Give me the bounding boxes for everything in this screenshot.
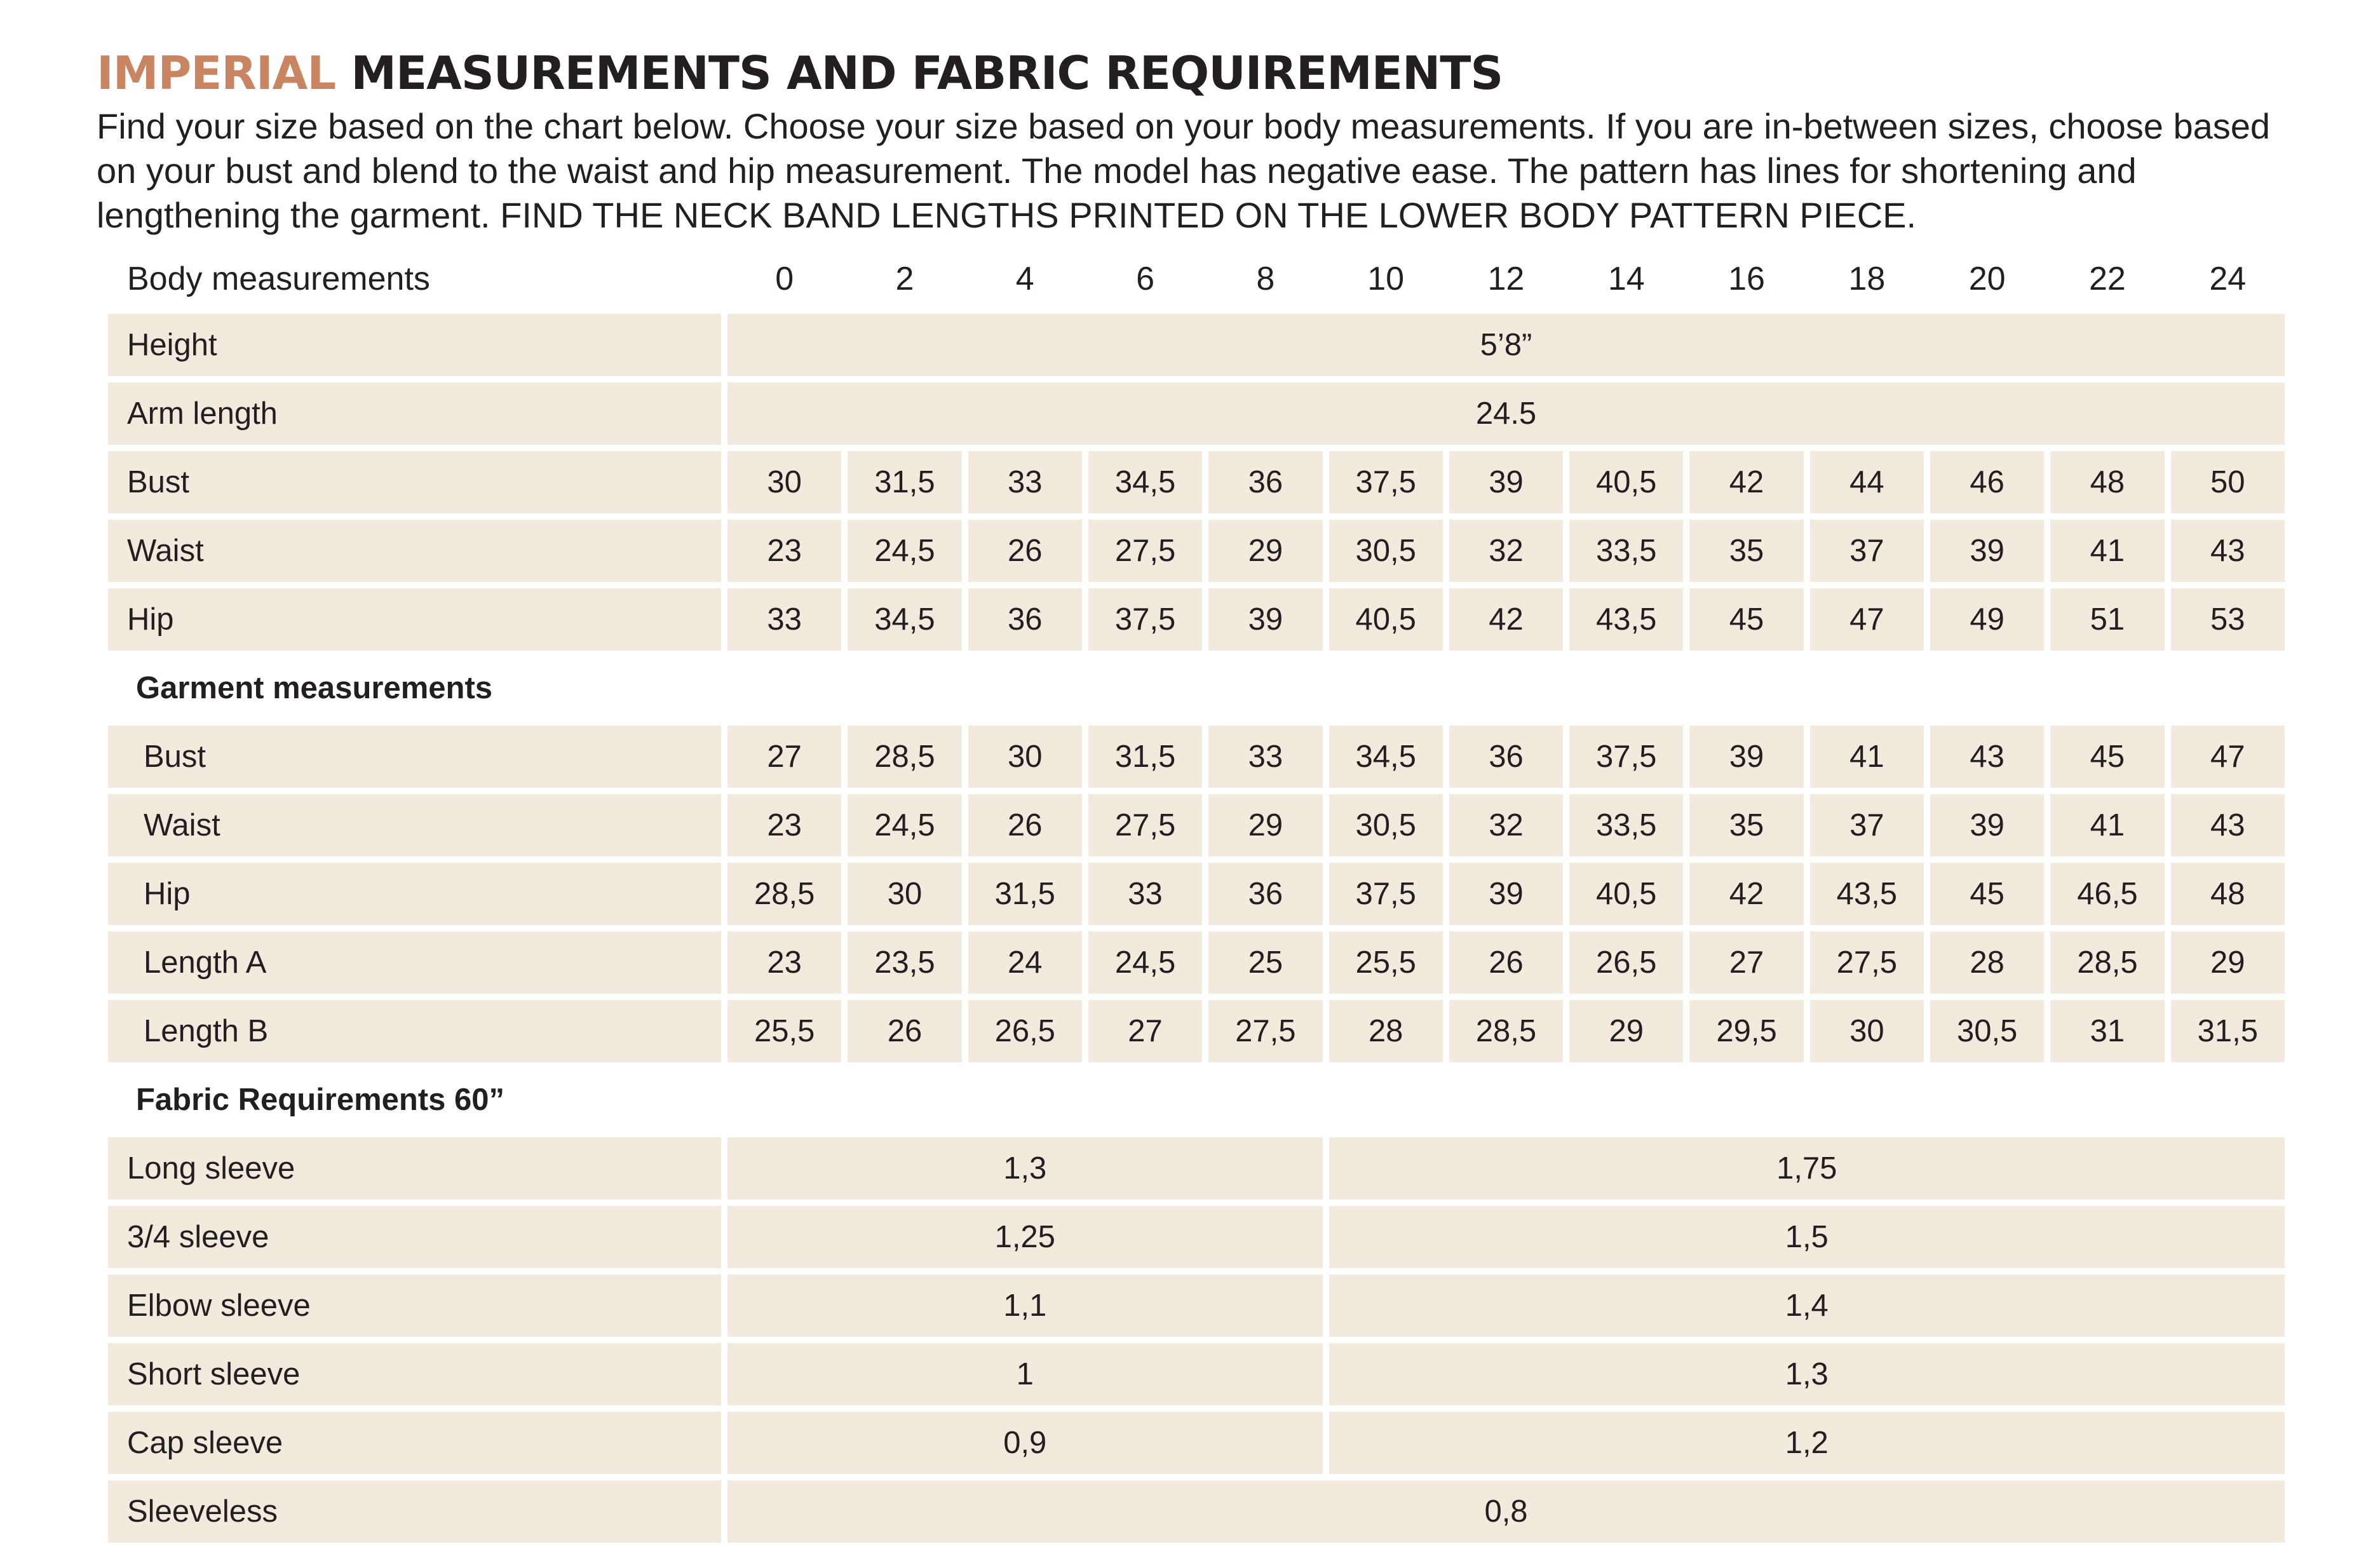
table-cell: 28,5	[1449, 1000, 1563, 1062]
table-cell: 24,5	[848, 794, 961, 856]
table-cell: 50	[2171, 451, 2285, 513]
table-cell: 47	[1810, 588, 1924, 651]
table-cell: 44	[1810, 451, 1924, 513]
table-cell: 48	[2050, 451, 2164, 513]
row-label: Height	[108, 314, 721, 376]
row-label: 3/4 sleeve	[108, 1206, 721, 1268]
intro-paragraph: Find your size based on the chart below. Choose your size based on your body measurements. If you are in-between sizes, choose based on your bust and blend to the waist and hip measurement. The model has negative ease. The pattern has lines for shortening and lengthening the garment. FIND THE NECK BAND LENGTHS PRINTED ON THE LOWER BODY PATTERN PIECE.	[97, 106, 2271, 235]
size-header: 4	[1015, 260, 1034, 297]
table-cell: 43	[1930, 726, 2044, 788]
table-cell: 37,5	[1329, 863, 1443, 925]
table-cell: 32	[1449, 794, 1563, 856]
fabric-small-sizes: 1,1	[727, 1275, 1322, 1337]
fabric-large-sizes: 1,3	[1329, 1343, 2285, 1405]
table-cell: 30,5	[1329, 520, 1443, 582]
table-row	[108, 1000, 2285, 1062]
table-row	[108, 1412, 2285, 1474]
size-header: 2	[895, 260, 914, 297]
table-cell: 25	[1208, 931, 1322, 994]
table-cell: 30	[727, 451, 841, 513]
table-cell: 28,5	[2050, 931, 2164, 994]
table-cell: 37,5	[1569, 726, 1683, 788]
table-row	[108, 863, 2285, 925]
row-label: Long sleeve	[108, 1137, 721, 1200]
table-cell: 23	[727, 520, 841, 582]
table-cell: 43,5	[1810, 863, 1924, 925]
table-cell: 28,5	[727, 863, 841, 925]
table-cell: 33	[1208, 726, 1322, 788]
table-cell: 47	[2171, 726, 2285, 788]
table-cell: 29	[1569, 1000, 1683, 1062]
table-row	[108, 314, 2285, 376]
table-cell: 39	[1689, 726, 1803, 788]
title-accent: IMPERIAL	[97, 46, 336, 100]
table-cell: 30	[848, 863, 961, 925]
table-cell: 37	[1810, 520, 1924, 582]
row-label: Length A	[108, 931, 721, 994]
size-header: 12	[1487, 260, 1525, 297]
fabric-small-sizes: 1,3	[727, 1137, 1322, 1200]
table-cell: 35	[1689, 520, 1803, 582]
page	[97, 42, 2292, 238]
table-cell: 27,5	[1208, 1000, 1322, 1062]
size-chart-table	[102, 244, 2291, 1549]
table-cell: 33	[727, 588, 841, 651]
table-cell: 37,5	[1329, 451, 1443, 513]
sleeveless-value: 0,8	[727, 1480, 2285, 1543]
table-cell: 27,5	[1088, 794, 1202, 856]
table-row	[108, 1275, 2285, 1337]
table-cell: 27,5	[1810, 931, 1924, 994]
table-row	[108, 451, 2285, 513]
table-cell: 39	[1449, 863, 1563, 925]
section-spacer	[727, 657, 2285, 719]
table-cell: 33,5	[1569, 520, 1683, 582]
table-cell: 27	[1088, 1000, 1202, 1062]
table-cell: 34,5	[1088, 451, 1202, 513]
table-cell: 42	[1689, 451, 1803, 513]
title-rest: MEASUREMENTS AND FABRIC REQUIREMENTS	[351, 46, 1503, 100]
size-header: 18	[1848, 260, 1886, 297]
section-header-row	[108, 1069, 2285, 1131]
size-header: 0	[775, 260, 794, 297]
table-cell: 45	[2050, 726, 2164, 788]
table-cell: 29	[2171, 931, 2285, 994]
table-cell: 39	[1930, 520, 2044, 582]
table-row	[108, 382, 2285, 445]
row-label: Waist	[108, 520, 721, 582]
table-cell: 26	[968, 794, 1082, 856]
table-cell: 29	[1208, 794, 1322, 856]
size-header-row	[108, 250, 2285, 308]
size-chart-body	[108, 250, 2285, 1543]
table-row	[108, 1137, 2285, 1200]
table-cell: 39	[1930, 794, 2044, 856]
table-cell: 37	[1810, 794, 1924, 856]
fabric-small-sizes: 1,25	[727, 1206, 1322, 1268]
table-cell: 33,5	[1569, 794, 1683, 856]
table-cell: 41	[2050, 520, 2164, 582]
table-cell: 36	[1449, 726, 1563, 788]
fabric-large-sizes: 1,5	[1329, 1206, 2285, 1268]
table-row	[108, 588, 2285, 651]
table-cell: 29,5	[1689, 1000, 1803, 1062]
table-cell: 32	[1449, 520, 1563, 582]
size-header: 8	[1256, 260, 1275, 297]
table-cell: 46	[1930, 451, 2044, 513]
row-value: 5’8”	[727, 314, 2285, 376]
table-cell: 36	[1208, 451, 1322, 513]
row-label: Hip	[108, 588, 721, 651]
table-cell: 46,5	[2050, 863, 2164, 925]
table-cell: 31,5	[2171, 1000, 2285, 1062]
row-label: Bust	[108, 451, 721, 513]
table-cell: 34,5	[848, 588, 961, 651]
row-label: Arm length	[108, 382, 721, 445]
page-title	[97, 42, 2292, 104]
table-cell: 30	[1810, 1000, 1924, 1062]
table-cell: 28	[1329, 1000, 1443, 1062]
table-cell: 26	[848, 1000, 961, 1062]
fabric-large-sizes: 1,2	[1329, 1412, 2285, 1474]
table-cell: 41	[1810, 726, 1924, 788]
row-label: Elbow sleeve	[108, 1275, 721, 1337]
table-row	[108, 1206, 2285, 1268]
table-cell: 27	[727, 726, 841, 788]
table-cell: 39	[1449, 451, 1563, 513]
table-cell: 40,5	[1569, 863, 1683, 925]
table-row	[108, 726, 2285, 788]
table-cell: 42	[1689, 863, 1803, 925]
table-cell: 24,5	[1088, 931, 1202, 994]
table-cell: 45	[1689, 588, 1803, 651]
fabric-large-sizes: 1,4	[1329, 1275, 2285, 1337]
table-cell: 33	[968, 451, 1082, 513]
table-cell: 34,5	[1329, 726, 1443, 788]
row-label: Sleeveless	[108, 1480, 721, 1543]
row-value: 24.5	[727, 382, 2285, 445]
table-cell: 24	[968, 931, 1082, 994]
size-header: 22	[2089, 260, 2126, 297]
table-cell: 30	[968, 726, 1082, 788]
table-cell: 53	[2171, 588, 2285, 651]
table-cell: 33	[1088, 863, 1202, 925]
table-cell: 31,5	[848, 451, 961, 513]
table-cell: 35	[1689, 794, 1803, 856]
section-spacer	[727, 1069, 2285, 1131]
table-cell: 36	[1208, 863, 1322, 925]
fabric-large-sizes: 1,75	[1329, 1137, 2285, 1200]
table-cell: 40,5	[1569, 451, 1683, 513]
fabric-small-sizes: 1	[727, 1343, 1322, 1405]
table-row	[108, 1343, 2285, 1405]
size-header: 24	[2209, 260, 2247, 297]
table-cell: 30,5	[1930, 1000, 2044, 1062]
row-label: Length B	[108, 1000, 721, 1062]
garment-section-label: Garment measurements	[136, 671, 493, 705]
table-cell: 25,5	[1329, 931, 1443, 994]
size-header: 20	[1968, 260, 2006, 297]
table-cell: 26	[1449, 931, 1563, 994]
table-cell: 43	[2171, 794, 2285, 856]
table-cell: 31	[2050, 1000, 2164, 1062]
table-cell: 49	[1930, 588, 2044, 651]
size-header: 16	[1728, 260, 1765, 297]
table-cell: 42	[1449, 588, 1563, 651]
table-cell: 28	[1930, 931, 2044, 994]
table-cell: 41	[2050, 794, 2164, 856]
table-row	[108, 520, 2285, 582]
table-cell: 25,5	[727, 1000, 841, 1062]
table-cell: 45	[1930, 863, 2044, 925]
table-cell: 51	[2050, 588, 2164, 651]
table-cell: 23	[727, 931, 841, 994]
row-label: Bust	[108, 726, 721, 788]
table-row	[108, 1480, 2285, 1543]
table-cell: 48	[2171, 863, 2285, 925]
row-label: Cap sleeve	[108, 1412, 721, 1474]
table-cell: 28,5	[848, 726, 961, 788]
fabric-section-label: Fabric Requirements 60”	[136, 1083, 505, 1117]
table-cell: 39	[1208, 588, 1322, 651]
table-cell: 27	[1689, 931, 1803, 994]
table-cell: 30,5	[1329, 794, 1443, 856]
size-header: 10	[1367, 260, 1405, 297]
table-cell: 26	[968, 520, 1082, 582]
table-cell: 23	[727, 794, 841, 856]
row-label: Short sleeve	[108, 1343, 721, 1405]
table-cell: 31,5	[968, 863, 1082, 925]
table-cell: 43	[2171, 520, 2285, 582]
table-cell: 26,5	[1569, 931, 1683, 994]
table-cell: 43,5	[1569, 588, 1683, 651]
fabric-small-sizes: 0,9	[727, 1412, 1322, 1474]
table-cell: 23,5	[848, 931, 961, 994]
section-header-row	[108, 657, 2285, 719]
table-cell: 27,5	[1088, 520, 1202, 582]
table-cell: 29	[1208, 520, 1322, 582]
table-cell: 37,5	[1088, 588, 1202, 651]
table-row	[108, 794, 2285, 856]
row-label: Waist	[108, 794, 721, 856]
table-cell: 31,5	[1088, 726, 1202, 788]
table-cell: 40,5	[1329, 588, 1443, 651]
table-cell: 36	[968, 588, 1082, 651]
table-row	[108, 931, 2285, 994]
header-label: Body measurements	[127, 260, 430, 297]
table-cell: 26,5	[968, 1000, 1082, 1062]
size-header: 6	[1136, 260, 1155, 297]
row-label: Hip	[108, 863, 721, 925]
table-cell: 24,5	[848, 520, 961, 582]
size-header: 14	[1607, 260, 1645, 297]
